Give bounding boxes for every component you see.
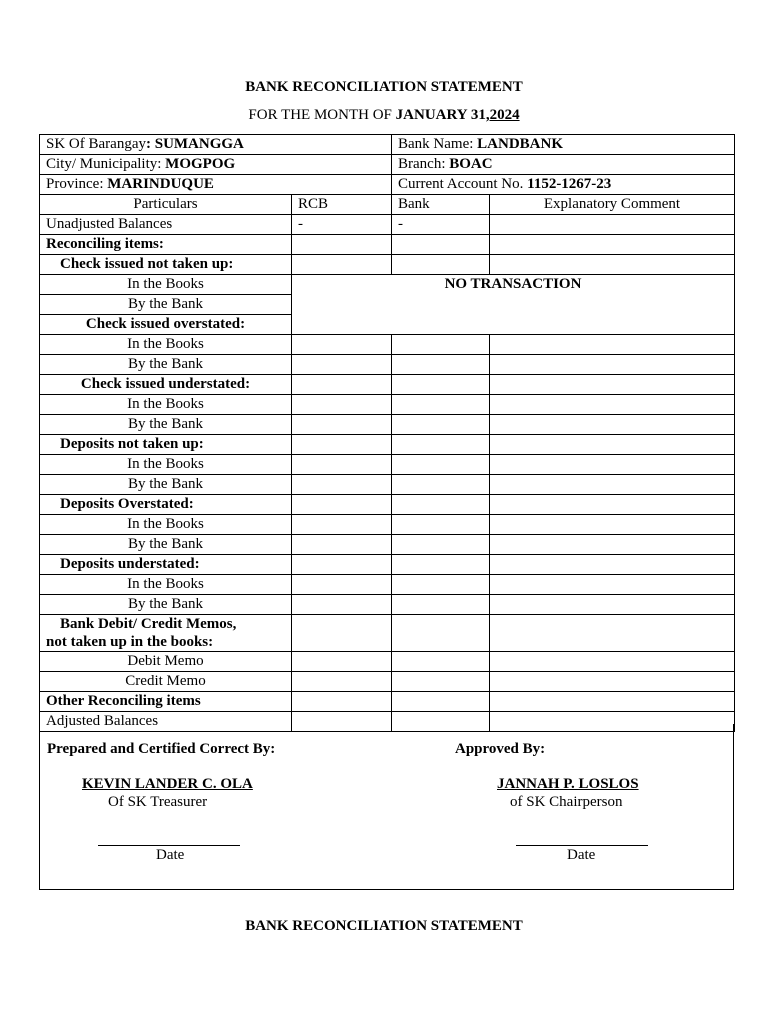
table-row — [40, 535, 735, 555]
row-label-by-bank: By the Bank — [40, 535, 292, 555]
approved-by-label: Approved By: — [455, 741, 546, 757]
table-row — [40, 692, 735, 712]
col-rcb: RCB — [292, 195, 392, 215]
col-particulars: Particulars — [40, 195, 292, 215]
table-row — [40, 652, 735, 672]
row-label-deposits-not-taken: Deposits not taken up: — [40, 435, 292, 455]
branch-cell — [392, 155, 735, 175]
empty-cell — [292, 375, 392, 395]
bank-name-cell — [392, 135, 735, 155]
empty-cell — [490, 335, 735, 355]
account-value: 1152-1267-23 — [527, 176, 612, 192]
empty-cell — [392, 235, 490, 255]
empty-cell — [490, 652, 735, 672]
empty-cell — [392, 375, 490, 395]
empty-cell — [490, 535, 735, 555]
row-label-by-bank: By the Bank — [40, 415, 292, 435]
header-row-city — [40, 155, 735, 175]
empty-cell — [392, 535, 490, 555]
row-label-in-books: In the Books — [40, 335, 292, 355]
empty-cell — [292, 555, 392, 575]
table-row — [40, 495, 735, 515]
empty-cell — [490, 455, 735, 475]
table-row — [40, 255, 735, 275]
empty-cell — [490, 415, 735, 435]
treasurer-title: Of SK Treasurer — [108, 794, 208, 810]
empty-cell — [392, 692, 490, 712]
province-value: MARINDUQUE — [107, 176, 214, 192]
row-label-by-bank: By the Bank — [40, 595, 292, 615]
barangay-label: SK Of Barangay — [46, 136, 146, 152]
subtitle-month: JANUARY 31 — [395, 107, 486, 123]
row-label-memos: Bank Debit/ Credit Memos, not taken up in the books: — [40, 615, 292, 652]
table-row — [40, 395, 735, 415]
row-label-in-books: In the Books — [40, 575, 292, 595]
table-row — [40, 235, 735, 255]
row-label-reconciling: Reconciling items: — [40, 235, 292, 255]
city-value: MOGPOG — [165, 156, 236, 172]
branch-label: Branch: — [398, 156, 450, 172]
empty-cell — [292, 515, 392, 535]
document-subtitle — [0, 107, 768, 124]
col-bank: Bank — [392, 195, 490, 215]
empty-cell — [292, 355, 392, 375]
treasurer-date-line — [98, 845, 240, 846]
subtitle-year: ,2024 — [485, 107, 520, 123]
empty-cell — [292, 235, 392, 255]
empty-cell — [392, 255, 490, 275]
empty-cell — [392, 495, 490, 515]
empty-cell — [490, 555, 735, 575]
empty-cell — [490, 515, 735, 535]
empty-cell — [490, 375, 735, 395]
empty-cell — [292, 255, 392, 275]
empty-cell — [292, 692, 392, 712]
table-row — [40, 415, 735, 435]
empty-cell — [490, 235, 735, 255]
empty-cell — [392, 395, 490, 415]
empty-cell — [490, 475, 735, 495]
empty-cell — [292, 652, 392, 672]
empty-cell — [392, 435, 490, 455]
province-label: Province: — [46, 176, 108, 192]
unadjusted-rcb-value: - — [292, 215, 392, 235]
bank-label: Bank Name: — [398, 136, 478, 152]
empty-cell — [292, 395, 392, 415]
empty-cell — [292, 495, 392, 515]
table-row — [40, 475, 735, 495]
row-label-deposits-overstated: Deposits Overstated: — [40, 495, 292, 515]
empty-cell — [392, 555, 490, 575]
empty-cell — [392, 355, 490, 375]
barangay-cell — [40, 135, 392, 155]
table-row — [40, 435, 735, 455]
account-cell — [392, 175, 735, 195]
row-label-in-books: In the Books — [40, 275, 292, 295]
empty-cell — [490, 215, 735, 235]
table-row — [40, 355, 735, 375]
row-label-in-books: In the Books — [40, 515, 292, 535]
signature-section — [39, 724, 734, 890]
footer-title: BANK RECONCILIATION STATEMENT — [245, 918, 523, 934]
row-label-by-bank: By the Bank — [40, 475, 292, 495]
empty-cell — [292, 575, 392, 595]
table-row — [40, 455, 735, 475]
table-row — [40, 672, 735, 692]
row-label-check-overstated: Check issued overstated: — [40, 315, 292, 335]
row-label-in-books: In the Books — [40, 395, 292, 415]
empty-cell — [392, 672, 490, 692]
no-transaction-note: NO TRANSACTION — [292, 275, 735, 335]
empty-cell — [490, 595, 735, 615]
empty-cell — [292, 415, 392, 435]
header-row-province — [40, 175, 735, 195]
empty-cell — [392, 455, 490, 475]
col-comment: Explanatory Comment — [490, 195, 735, 215]
empty-cell — [392, 335, 490, 355]
table-row — [40, 335, 735, 355]
column-header-row — [40, 195, 735, 215]
city-cell — [40, 155, 392, 175]
empty-cell — [490, 692, 735, 712]
empty-cell — [292, 435, 392, 455]
chairperson-title: of SK Chairperson — [510, 794, 623, 810]
empty-cell — [292, 535, 392, 555]
row-label-adjusted: Adjusted Balances — [40, 712, 292, 732]
account-label: Current Account No. — [398, 176, 528, 192]
table-row — [40, 615, 735, 652]
chairperson-date-label: Date — [567, 847, 596, 863]
table-row — [40, 215, 735, 235]
empty-cell — [392, 652, 490, 672]
header-row-barangay — [40, 135, 735, 155]
treasurer-name: KEVIN LANDER C. OLA — [82, 776, 253, 792]
empty-cell — [490, 355, 735, 375]
row-label-check-understated: Check issued understated: — [40, 375, 292, 395]
row-label-by-bank: By the Bank — [40, 355, 292, 375]
reconciliation-table — [39, 134, 735, 732]
empty-cell — [490, 495, 735, 515]
empty-cell — [490, 615, 735, 652]
empty-cell — [292, 672, 392, 692]
chairperson-date-line — [516, 845, 648, 846]
row-label-check-not-taken: Check issued not taken up: — [40, 255, 292, 275]
table-row — [40, 275, 735, 295]
empty-cell — [490, 395, 735, 415]
empty-cell — [292, 475, 392, 495]
chairperson-name: JANNAH P. LOSLOS — [497, 776, 639, 792]
row-label-deposits-understated: Deposits understated: — [40, 555, 292, 575]
empty-cell — [392, 415, 490, 435]
bank-value: LANDBANK — [477, 136, 563, 152]
treasurer-date-label: Date — [156, 847, 185, 863]
row-label-credit-memo: Credit Memo — [40, 672, 292, 692]
table-row — [40, 595, 735, 615]
empty-cell — [392, 615, 490, 652]
row-label-by-bank: By the Bank — [40, 295, 292, 315]
barangay-value: : SUMANGGA — [145, 136, 244, 152]
empty-cell — [490, 435, 735, 455]
empty-cell — [392, 475, 490, 495]
empty-cell — [490, 255, 735, 275]
empty-cell — [292, 335, 392, 355]
document-title: BANK RECONCILIATION STATEMENT — [245, 79, 523, 95]
province-cell — [40, 175, 392, 195]
table-row — [40, 575, 735, 595]
empty-cell — [392, 575, 490, 595]
row-label-unadjusted: Unadjusted Balances — [40, 215, 292, 235]
prepared-by-label: Prepared and Certified Correct By: — [47, 741, 276, 757]
table-row — [40, 555, 735, 575]
empty-cell — [392, 595, 490, 615]
empty-cell — [490, 575, 735, 595]
row-label-in-books: In the Books — [40, 455, 292, 475]
empty-cell — [292, 595, 392, 615]
table-row — [40, 515, 735, 535]
row-label-debit-memo: Debit Memo — [40, 652, 292, 672]
row-label-other-items: Other Reconciling items — [40, 692, 292, 712]
branch-value: BOAC — [449, 156, 493, 172]
empty-cell — [392, 515, 490, 535]
unadjusted-bank-value: - — [392, 215, 490, 235]
table-row — [40, 375, 735, 395]
subtitle-prefix: FOR THE MONTH OF — [248, 107, 396, 123]
empty-cell — [292, 455, 392, 475]
empty-cell — [292, 615, 392, 652]
city-label: City/ Municipality: — [46, 156, 166, 172]
empty-cell — [490, 672, 735, 692]
